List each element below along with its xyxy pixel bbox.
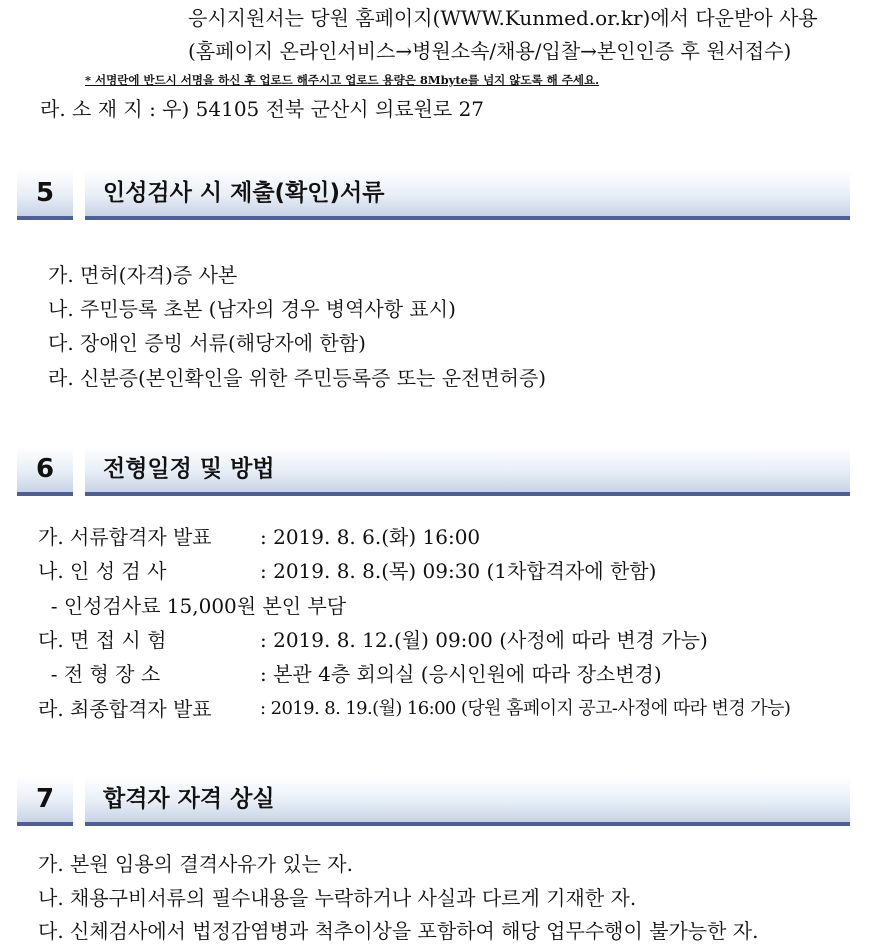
schedule-value: : 2019. 8. 12.(월) 09:00 (사정에 따라 변경 가능) [260,628,708,652]
schedule-row [38,524,481,550]
section-6-header [17,446,850,496]
schedule-row [38,593,346,619]
schedule-value: : 2019. 8. 19.(월) 16:00 (당원 홈페이지 공고-사정에 따라 변경 가능) [260,698,791,719]
section-7-header [17,776,850,826]
section-title-bar [85,776,850,826]
list-item: 나. 주민등록 초본 (남자의 경우 병역사항 표시) [48,297,456,321]
apply-form-info-line: 응시지원서는 당원 홈페이지(WWW.Kunmed.or.kr)에서 다운받아 사용 [188,6,818,30]
section-number: 5 [17,170,73,220]
list-item: 가. 본원 임용의 결격사유가 있는 자. [38,852,353,876]
schedule-label: 라. 최종합격자 발표 [38,697,212,721]
list-item: 다. 장애인 증빙 서류(해당자에 한함) [48,331,366,355]
schedule-row [38,696,791,722]
section-number: 6 [17,446,73,496]
schedule-row [38,627,708,653]
schedule-label: - 인성검사료 15,000원 본인 부담 [38,594,347,618]
schedule-label: 가. 서류합격자 발표 [38,525,212,549]
apply-path-info-line: (홈페이지 온라인서비스→병원소속/채용/입찰→본인인증 후 원서접수) [188,39,792,63]
schedule-label: - 전 형 장 소 [38,662,161,686]
list-item: 라. 신분증(본인확인을 위한 주민등록증 또는 운전면허증) [48,366,547,390]
list-item: 나. 채용구비서류의 필수내용을 누락하거나 사실과 다르게 기재한 자. [38,886,637,910]
section-title-bar [85,170,850,220]
schedule-value: : 2019. 8. 6.(화) 16:00 [260,525,481,549]
list-item: 다. 신체검사에서 법정감염병과 척추이상을 포함하여 해당 업무수행이 불가능한 자. [38,919,759,943]
section-5-header [17,170,850,220]
schedule-row [38,661,662,687]
schedule-value: : 2019. 8. 8.(목) 09:30 (1차합격자에 한함) [260,559,657,583]
schedule-value: : 본관 4층 회의실 (응시인원에 따라 장소변경) [260,662,662,686]
schedule-label: 나. 인 성 검 사 [38,559,167,583]
signature-upload-note: * 서명란에 반드시 서명을 하신 후 업로드 해주시고 업로드 용량은 8Mbyte를 넘지 않도록 해 주세요. [85,73,600,87]
address-line: 라. 소 재 지 : 우) 54105 전북 군산시 의료원로 27 [40,97,485,121]
section-title: 전형일정 및 방법 [103,456,275,482]
section-title: 인성검사 시 제출(확인)서류 [103,180,385,206]
list-item: 가. 면허(자격)증 사본 [48,263,238,287]
section-number: 7 [17,776,73,826]
schedule-row [38,558,657,584]
section-title: 합격자 자격 상실 [103,786,275,812]
section-title-bar [85,446,850,496]
schedule-label: 다. 면 접 시 험 [38,628,167,652]
